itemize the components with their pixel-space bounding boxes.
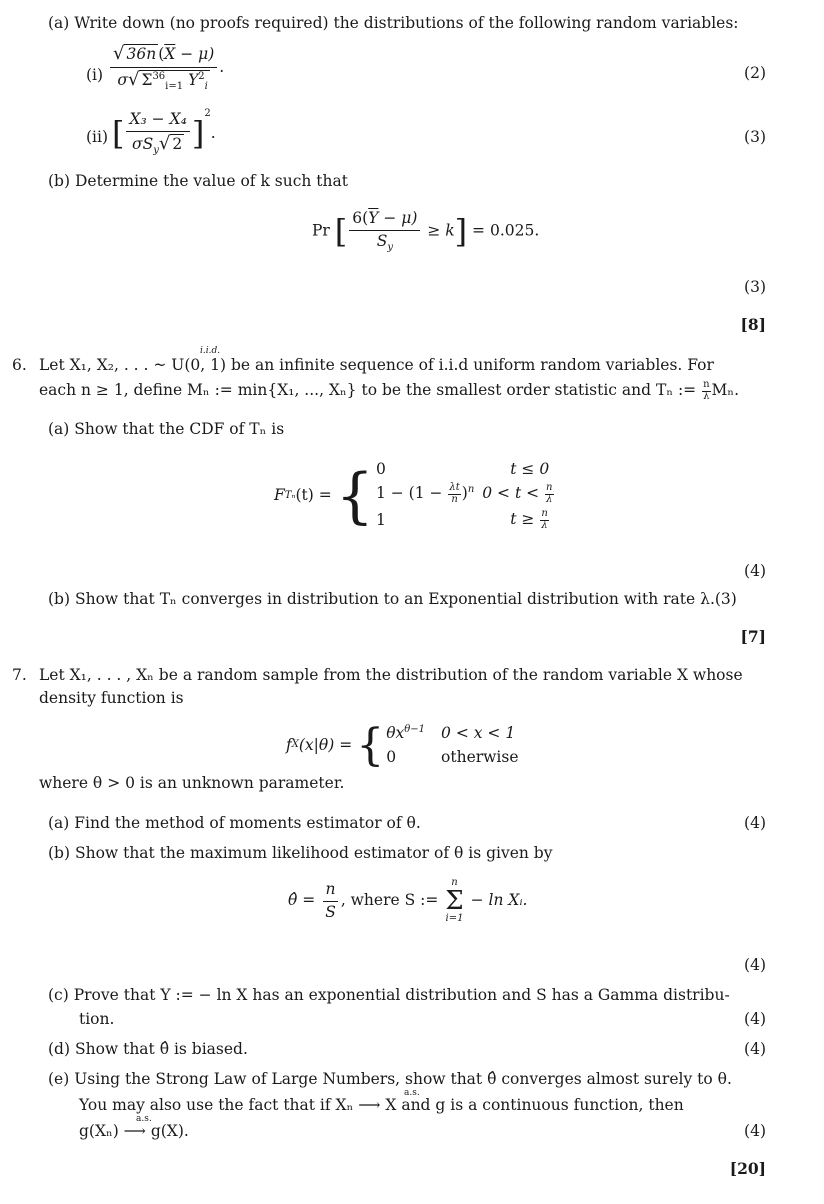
q5-ii-numerator: X₃ − X₄ bbox=[126, 111, 189, 132]
q7-line1: Let X₁, . . . , Xₙ be a random sample from the distribution of the random variable X whose bbox=[39, 666, 743, 684]
q7-total: [20] bbox=[729, 1159, 766, 1178]
q7e-text3: g(Xₙ) ⟶ g(X). bbox=[79, 1122, 189, 1140]
q5-i-numerator: √ 36n $(\overline{X} - \mu)$ bbox=[110, 44, 217, 68]
q7c-text2: tion. bbox=[79, 1010, 115, 1028]
q7b-label: (b) bbox=[48, 844, 71, 862]
q7d-label: (d) bbox=[48, 1040, 71, 1058]
q7a-mark: (4) bbox=[744, 814, 766, 832]
q5b-denominator: $S_y$ bbox=[376, 231, 393, 253]
q7e-label: (e) bbox=[48, 1070, 70, 1088]
q5b-label: (b) bbox=[48, 172, 71, 190]
q6-total: [7] bbox=[740, 627, 766, 646]
q7c-mark: (4) bbox=[744, 1010, 766, 1028]
q6-number: 6. bbox=[12, 356, 27, 374]
q6-line2: each n ≥ 1, define Mₙ := min{X₁, ..., Xₙ} to be the smallest order statistic and Tₙ := $\frac{n}{\lambda}$ Mₙ. bbox=[39, 379, 740, 402]
q7-line2: density function is bbox=[39, 689, 184, 707]
q6a-label: (a) bbox=[48, 420, 70, 438]
q6-iid-label: i.i.d. bbox=[200, 346, 221, 356]
q5b-numerator: $6(\overline{Y} - \mu)$ bbox=[349, 210, 420, 231]
q5a-line bbox=[48, 14, 739, 33]
q5-i-denominator: σ√ $\Sigma^{36}_{i=1}$ $Y^2_i$ bbox=[117, 68, 208, 92]
q5-i-mark: (2) bbox=[744, 64, 766, 82]
q7-where: where θ > 0 is an unknown parameter. bbox=[39, 774, 345, 792]
q5-ii-label: (ii) bbox=[86, 128, 109, 146]
q5-total: [8] bbox=[740, 315, 766, 334]
q7c-text1: Prove that Y := − ln X has an exponential distribution and S has a Gamma distribu- bbox=[73, 986, 730, 1004]
q7c-label: (c) bbox=[48, 986, 69, 1004]
q5b-line bbox=[48, 172, 348, 191]
q7e-text1: Using the Strong Law of Large Numbers, show that θ̂ converges almost surely to θ. bbox=[74, 1070, 732, 1088]
q7d-mark: (4) bbox=[744, 1040, 766, 1058]
q5b-mark: (3) bbox=[744, 278, 766, 296]
q7b-line bbox=[48, 844, 553, 863]
q7e-as-label-1: a.s. bbox=[404, 1088, 420, 1098]
q7a-label: (a) bbox=[48, 814, 70, 832]
q7a-text: Find the method of moments estimator of θ. bbox=[74, 814, 421, 832]
q6b-label: (b) bbox=[48, 590, 71, 608]
q6b-mark: (3) bbox=[714, 590, 737, 608]
q5-i-label: (i) bbox=[86, 66, 104, 84]
q6-cdf-equation: F Tₙ (t) = { 0 t ≤ 0 1 − (1 − $\frac{\lambda t}{n}$ )$^n$ 0 < t < $\frac{n}{\lambda}$ 1 t ≥ $\frac{n}{\lambda}$ bbox=[274, 460, 553, 531]
q5b-equation: Pr [ $\frac{6(\overline{Y} - \mu)}{S_y}$ ≥ k] = 0.025. bbox=[312, 209, 540, 253]
q7b-text: Show that the maximum likelihood estimator of θ is given by bbox=[74, 844, 553, 862]
q5b-text: Determine the value of k such that bbox=[74, 172, 348, 190]
q5a-label: (a) bbox=[48, 14, 70, 32]
q6b-line bbox=[48, 590, 737, 609]
q7c-line bbox=[48, 986, 730, 1005]
q6-line1: Let X₁, X₂, . . . ~ U(0, 1) be an infinite sequence of i.i.d uniform random variables. For bbox=[39, 356, 714, 374]
q5-ii-mark: (3) bbox=[744, 128, 766, 146]
q7b-mark: (4) bbox=[744, 956, 766, 974]
q6b-text: Show that Tₙ converges in distribution to an Exponential distribution with rate λ. bbox=[74, 590, 715, 608]
q7-number: 7. bbox=[12, 666, 27, 684]
q5-i-expression: $\frac{√ 36n (\overline{X} - \mu)}{\sigma√ \Sigma^{36}_{i=1} Y^2_i}$ . bbox=[108, 44, 224, 92]
q7e-line bbox=[48, 1070, 732, 1089]
q7e-text2: You may also use the fact that if Xₙ ⟶ X and g is a continuous function, then bbox=[79, 1096, 684, 1114]
q5-ii-denominator: $\sigma S_y√$ 2 bbox=[132, 133, 183, 157]
q6a-text: Show that the CDF of Tₙ is bbox=[74, 420, 285, 438]
q6a-line bbox=[48, 420, 284, 439]
q7e-as-label-2: a.s. bbox=[136, 1114, 152, 1124]
q7e-mark: (4) bbox=[744, 1122, 766, 1140]
q6a-mark: (4) bbox=[744, 562, 766, 580]
q7d-text: Show that θ̂ is biased. bbox=[74, 1040, 248, 1058]
q7-mle-equation: θ̂ = $\frac{n}{S}$ , where S := n Σ i=1 − ln Xᵢ. bbox=[288, 877, 528, 924]
q7a-line bbox=[48, 814, 421, 833]
q7-pdf-equation: f X (x|θ) = { $\theta x^{\theta-1}$ 0 < x < 1 0 otherwise bbox=[286, 719, 519, 771]
q7d-line bbox=[48, 1040, 248, 1059]
q5-ii-expression: [ $\frac{\text{X₃ − X₄}}{\sigma S_y√ 2}$ ]$^2$. bbox=[112, 108, 216, 157]
q5a-text: Write down (no proofs required) the distributions of the following random variables: bbox=[74, 14, 739, 32]
